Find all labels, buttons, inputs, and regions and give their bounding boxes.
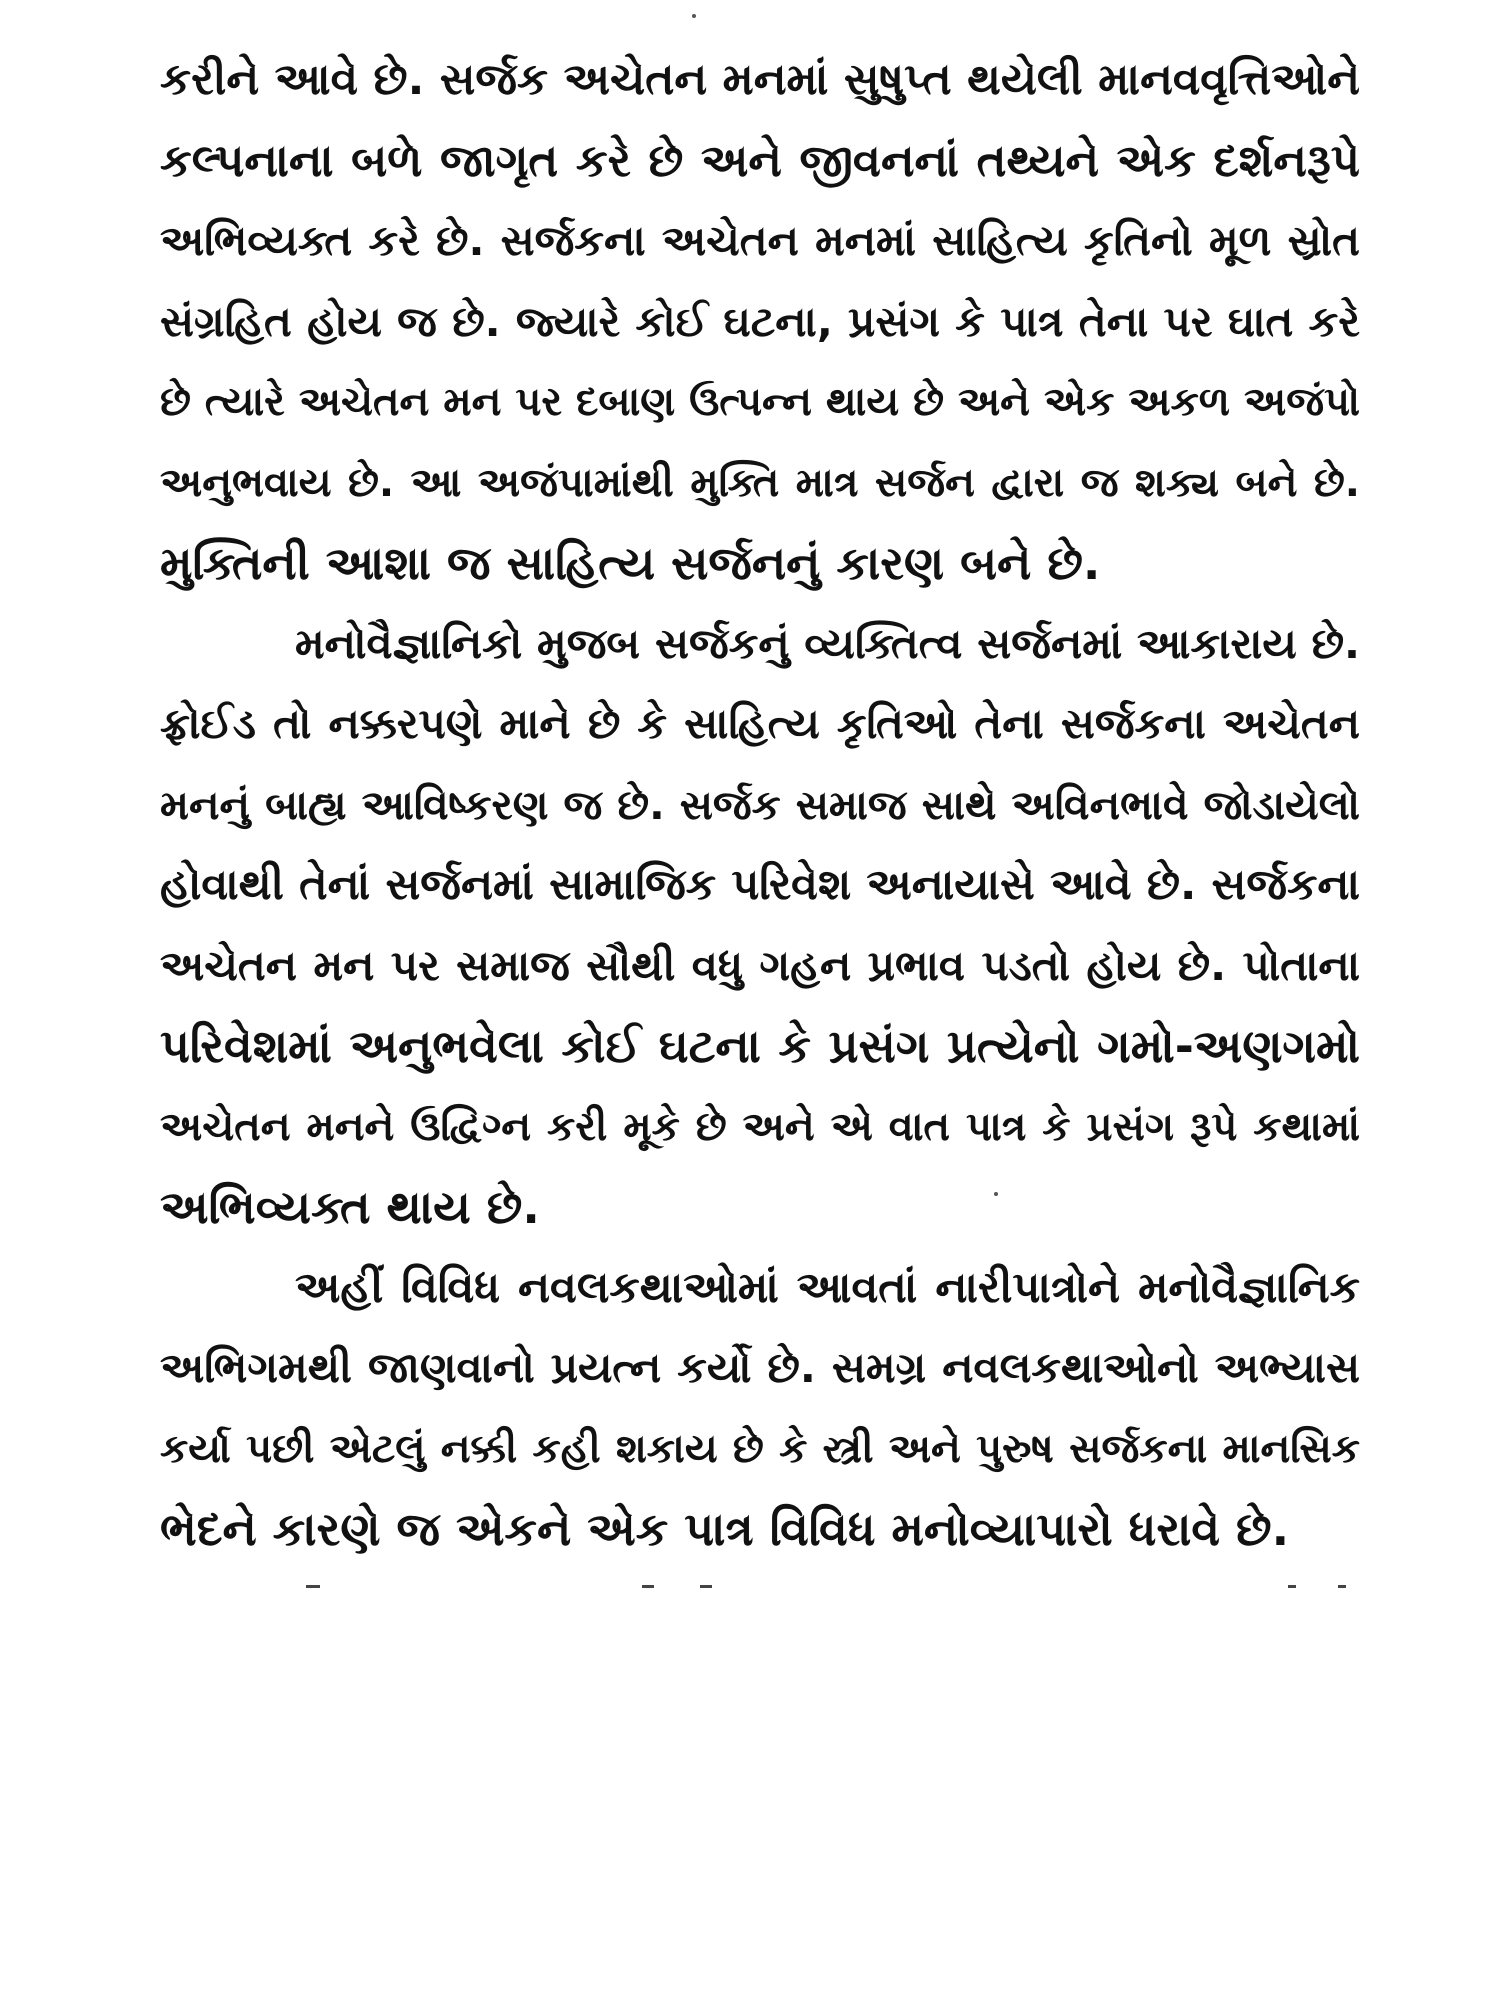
text-line: મનનું બાહ્ય આવિષ્કરણ જ છે. સર્જક સમાજ સાથે અવિનભાવે જોડાયેલો [160,780,1360,829]
text-line: કર્યા પછી એટલું નક્કી કહી શકાય છે કે સ્ત્રી અને પુરુષ સર્જકના માનસિક [160,1425,1360,1472]
scan-artifact [700,1585,712,1588]
scan-artifact [692,14,696,18]
scan-artifact [994,1192,998,1196]
text-line: સંગ્રહિત હોય જ છે. જ્યારે કોઈ ઘટના, પ્રસંગ કે પાત્ર તેના પર ઘાત કરે [160,296,1360,346]
text-line: અભિગમથી જાણવાનો પ્રયત્ન કર્યો છે. સમગ્ર નવલકથાઓનો અભ્યાસ [160,1343,1360,1392]
text-line: હોવાથી તેનાં સર્જનમાં સામાજિક પરિવેશ અનાયાસે આવે છે. સર્જકના [160,860,1360,910]
text-line: કલ્પનાના બળે જાગૃત કરે છે અને જીવનનાં તથ્યને એક દર્શનરૂપે [160,133,1360,187]
text-line: કરીને આવે છે. સર્જક અચેતન મનમાં સુષુપ્ત થયેલી માનવવૃત્તિઓને [160,54,1360,105]
text-line: અચેતન મન પર સમાજ સૌથી વધુ ગહન પ્રભાવ પડતો હોય છે. પોતાના [160,940,1360,990]
body-text [160,40,1360,1570]
text-line: અચેતન મનને ઉદ્વિગ્ન કરી મૂકે છે અને એ વાત પાત્ર કે પ્રસંગ રૂપે કથામાં [160,1103,1360,1150]
text-line: અભિવ્યક્ત થાય છે. [160,1180,540,1234]
text-line: અભિવ્યક્ત કરે છે. સર્જકના અચેતન મનમાં સાહિત્ય કૃતિનો મૂળ સ્રોત [160,216,1360,265]
scan-artifact [1288,1585,1296,1588]
text-line: ભેદને કારણે જ એકને એક પાત્ર વિવિધ મનોવ્યાપારો ધરાવે છે. [160,1502,1290,1556]
scan-artifact [642,1585,654,1588]
text-line: અનુભવાય છે. આ અજંપામાંથી મુક્તિ માત્ર સર્જન દ્વારા જ શક્ય બને છે. [160,459,1360,506]
text-line: મુક્તિની આશા જ સાહિત્ય સર્જનનું કારણ બને છે. [160,536,1101,590]
text-line: પરિવેશમાં અનુભવેલા કોઈ ઘટના કે પ્રસંગ પ્રત્યેનો ગમો-અણગમો [160,1019,1360,1073]
paragraph-first-line: અહીં વિવિધ નવલકથાઓમાં આવતાં નારીપાત્રોને મનોવૈજ્ઞાનિક [295,1262,1360,1313]
text-line: ફ્રોઈડ તો નક્કરપણે માને છે કે સાહિત્ય કૃતિઓ તેના સર્જકના અચેતન [160,699,1360,748]
text-line: છે ત્યારે અચેતન મન પર દબાણ ઉત્પન્ન થાય છે અને એક અકળ અજંપો [160,379,1360,425]
paragraph-first-line: મનોવૈજ્ઞાનિકો મુજબ સર્જકનું વ્યક્તિત્વ સર્જનમાં આકારાય છે. [295,618,1360,668]
scan-artifact [306,1585,320,1588]
scan-artifact [1338,1585,1346,1588]
